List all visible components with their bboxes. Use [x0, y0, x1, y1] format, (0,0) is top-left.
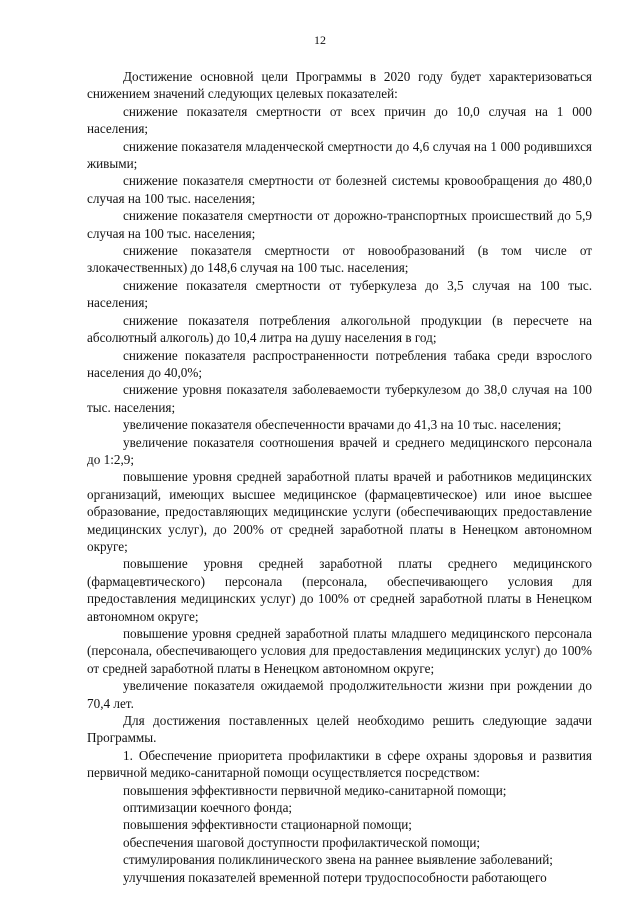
- paragraph: увеличение показателя ожидаемой продолжительности жизни при рождении до 70,4 лет.: [87, 678, 592, 711]
- paragraph: снижение показателя потребления алкогольной продукции (в пересчете на абсолютный алкоголь) до 10,4 литра на душу населения в год;: [87, 312, 592, 346]
- paragraph: повышения эффективности первичной медико-санитарной помощи;: [123, 782, 507, 798]
- paragraph: снижение показателя смертности от новообразований (в том числе от злокачественных) до 148,6 случая на 100 тыс. населения;: [87, 243, 592, 276]
- paragraph: Для достижения поставленных целей необходимо решить следующие задачи Программы.: [87, 713, 592, 746]
- paragraph: повышение уровня средней заработной платы среднего медицинского (фармацевтического) персонала (персонала, обеспечивающего условия для предоставления медицинских услуг) до 100% от средней заработной платы в Ненецком автономном округе;: [87, 556, 592, 624]
- paragraph: снижение показателя смертности от дорожно-транспортных происшествий до 5,9 случая на 100 тыс. населения;: [87, 208, 592, 241]
- paragraph: оптимизации коечного фонда;: [123, 800, 293, 816]
- paragraph: увеличение показателя обеспеченности врачами до 41,3 на 10 тыс. населения;: [123, 417, 562, 433]
- paragraph: повышения эффективности стационарной помощи;: [123, 817, 412, 833]
- paragraph: повышение уровня средней заработной платы врачей и работников медицинских организаций, имеющих высшее медицинское (фармацевтическое) или иное высшее образование, предоставляющих медицинские услуги (обеспечивающих предоставление медицинских услуг), до 200% от средней заработной платы в Ненецком автономном округе;: [87, 469, 592, 554]
- paragraph: снижение показателя распространенности потребления табака среди взрослого населения до 40,0%;: [87, 347, 592, 380]
- paragraph: обеспечения шаговой доступности профилактической помощи;: [123, 834, 481, 850]
- paragraph: снижение показателя смертности от болезней системы кровообращения до 480,0 случая на 100 тыс. населения;: [87, 173, 592, 206]
- paragraph: снижение показателя младенческой смертности до 4,6 случая на 1 000 родившихся живыми;: [87, 138, 592, 172]
- paragraph: улучшения показателей временной потери трудоспособности работающего: [123, 869, 547, 885]
- paragraph: Достижение основной цели Программы в 2020 году будет характеризоваться снижением значений следующих целевых показателей:: [87, 69, 592, 102]
- paragraph: повышение уровня средней заработной платы младшего медицинского персонала (персонала, обеспечивающего условия для предоставления медицинских услуг) до 100% от средней заработной платы в Ненецком автономном округе;: [87, 626, 592, 676]
- paragraph: снижение показателя смертности от всех причин до 10,0 случая на 1 000 населения;: [87, 103, 592, 137]
- paragraph: увеличение показателя соотношения врачей и среднего медицинского персонала до 1:2,9;: [87, 434, 592, 467]
- page-number: 12: [314, 33, 326, 47]
- paragraph: 1. Обеспечение приоритета профилактики в сфере охраны здоровья и развития первичной медико-санитарной помощи осуществляется посредством:: [87, 747, 592, 781]
- paragraph: снижение уровня показателя заболеваемости туберкулезом до 38,0 случая на 100 тыс. населения;: [87, 382, 592, 415]
- document-body: [87, 68, 592, 886]
- paragraph: снижение показателя смертности от туберкулеза до 3,5 случая на 100 тыс. населения;: [87, 277, 592, 311]
- paragraph: стимулирования поликлинического звена на раннее выявление заболеваний;: [123, 852, 553, 868]
